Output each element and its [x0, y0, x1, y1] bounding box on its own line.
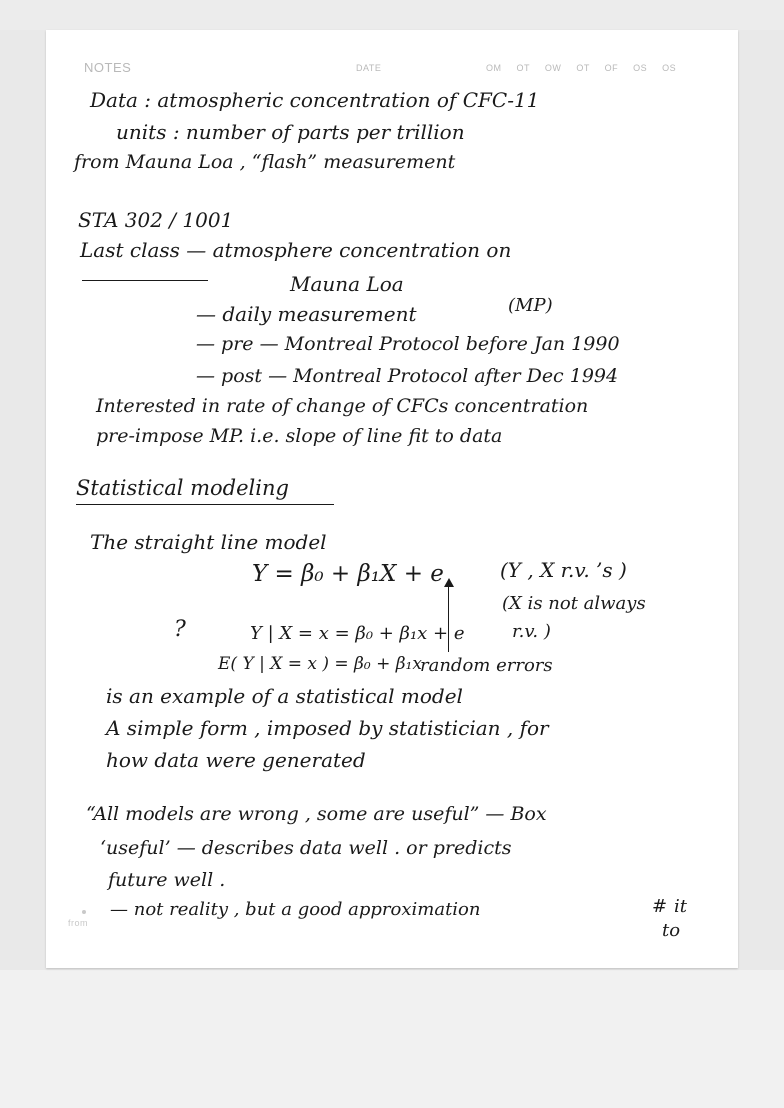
struck-out-word: #	[652, 896, 668, 917]
course-code: STA 302 / 1001	[78, 208, 234, 232]
interested-line: Interested in rate of change of CFCs concentration	[96, 395, 589, 417]
last-class-underline	[82, 280, 208, 281]
post-montreal-bullet: — post — Montreal Protocol after Dec 1994	[196, 365, 619, 387]
word-to: to	[662, 920, 681, 941]
weekday-checkbox-labels: OM OT OW OT OF OS OS	[486, 63, 677, 73]
question-mark: ?	[174, 617, 186, 642]
section-heading-underline	[76, 504, 334, 505]
daily-measurement-bullet: — daily measurement	[196, 302, 417, 326]
data-generated-line: how data were generated	[106, 748, 366, 772]
expectation-equation: E( Y | X = x ) = β₀ + β₁x	[218, 654, 422, 674]
simple-form-line: A simple form , imposed by statistician , for	[106, 716, 549, 740]
model-equation: Y = β₀ + β₁X + e	[252, 561, 444, 587]
future-well-line: future well .	[108, 869, 226, 891]
pre-impose-line: pre-impose MP. i.e. slope of line fit to data	[96, 425, 503, 447]
mp-abbreviation: (MP)	[508, 295, 553, 316]
error-term-arrow-shaft	[448, 586, 449, 652]
useful-definition-line: ‘useful’ — describes data well . or predicts	[100, 837, 512, 859]
source-line: from Mauna Loa , “flash” measurement	[74, 151, 456, 173]
scan-top-margin	[0, 0, 784, 30]
not-reality-line: — not reality , but a good approximation	[110, 899, 481, 920]
units-line: units : number of parts per trillion	[116, 120, 465, 144]
footer-label: from	[68, 918, 88, 928]
word-it: it	[674, 896, 687, 917]
box-quote-line: “All models are wrong , some are useful” — Box	[86, 803, 547, 825]
section-heading: Statistical modeling	[76, 476, 289, 500]
random-errors-label: random errors	[420, 655, 553, 676]
page-speck	[82, 910, 86, 914]
mauna-loa-line: Mauna Loa	[290, 272, 404, 296]
data-description-line: Data : atmospheric concentration of CFC-11	[90, 88, 540, 112]
x-not-always-note: (X is not always	[502, 593, 646, 614]
x-rv-note: r.v. )	[512, 621, 551, 642]
date-header-label: DATE	[356, 63, 382, 73]
notes-header-label: NOTES	[84, 60, 132, 75]
scan-bottom-margin	[0, 970, 784, 1108]
error-term-arrow-head	[444, 578, 454, 587]
straight-line-model-label: The straight line model	[90, 530, 327, 554]
conditional-equation: Y | X = x = β₀ + β₁x + e	[250, 623, 465, 644]
last-class-line: Last class — atmosphere concentration on	[80, 238, 512, 262]
notebook-page	[46, 30, 738, 968]
example-line: is an example of a statistical model	[106, 684, 463, 708]
pre-montreal-bullet: — pre — Montreal Protocol before Jan 1990	[196, 333, 620, 355]
random-variable-note: (Y , X r.v. ’s )	[500, 558, 627, 582]
